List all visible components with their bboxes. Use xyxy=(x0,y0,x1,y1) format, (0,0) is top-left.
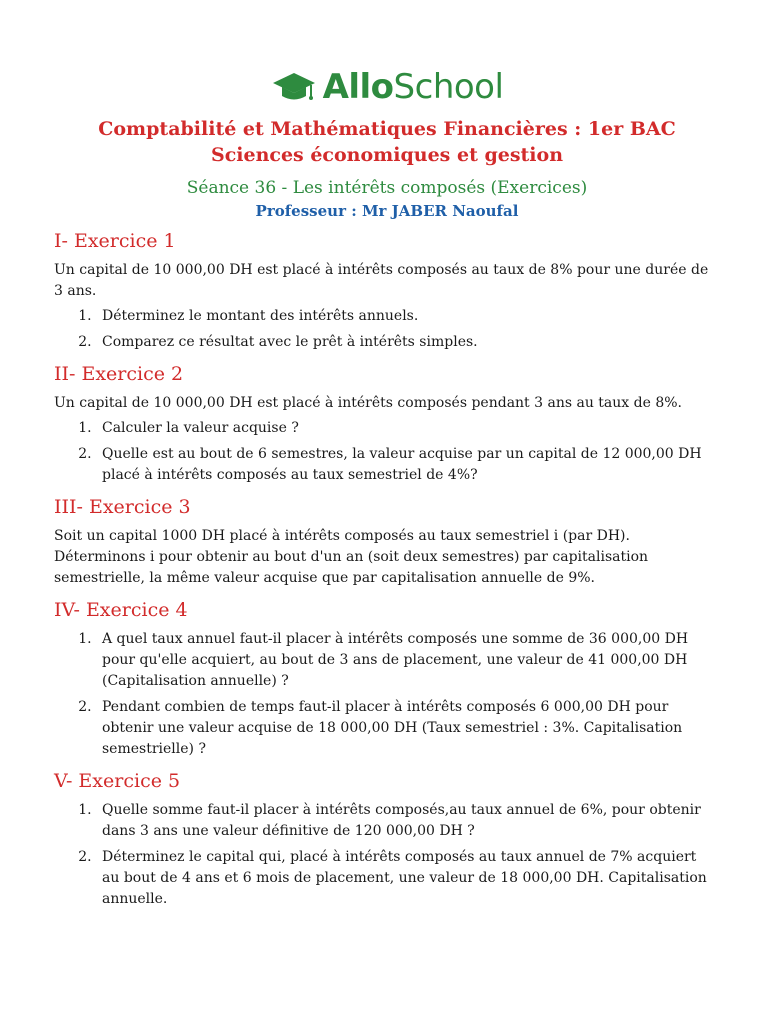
exercise-title: II- Exercice 2 xyxy=(54,363,184,385)
professor-name: Professeur : Mr JABER Naoufal xyxy=(255,202,519,220)
exercise-question: 1. Déterminez le montant des intérêts annuels. xyxy=(96,306,712,327)
exercise-question: 1. Quelle somme faut-il placer à intérêts composés,au taux annuel de 6%, pour obtenir dans 3 ans une valeur définitive de 120 000,00 DH ? xyxy=(96,800,712,842)
exercise-title: V- Exercice 5 xyxy=(54,770,181,792)
exercise-question: 1. Calculer la valeur acquise ? xyxy=(96,418,712,439)
graduation-cap-icon xyxy=(271,69,317,105)
exercise-question: 2. Déterminez le capital qui, placé à intérêts composés au taux annuel de 7% acquiert au bout de 4 ans et 6 mois de placement, une valeur de 18 000,00 DH. Capitalisation annuelle. xyxy=(96,847,712,910)
exercise-question-list xyxy=(62,800,712,910)
exercise-question-list xyxy=(62,306,712,353)
exercise-question-list xyxy=(62,418,712,486)
exercise-question: 2. Pendant combien de temps faut-il placer à intérêts composés 6 000,00 DH pour obtenir une valeur acquise de 18 000,00 DH (Taux semestriel : 3%. Capitalisation semestrielle) ? xyxy=(96,697,712,760)
exercise-title: III- Exercice 3 xyxy=(54,496,191,518)
exercise-question: 2. Comparez ce résultat avec le prêt à intérêts simples. xyxy=(96,332,712,353)
exercise-question: 2. Quelle est au bout de 6 semestres, la valeur acquise par un capital de 12 000,00 DH placé à intérêts composés au taux semestriel de 4%? xyxy=(96,444,712,486)
exercise-sections xyxy=(54,230,712,910)
exercise-question: 1. A quel taux annuel faut-il placer à intérêts composés une somme de 36 000,00 DH pour qu'elle acquiert, au bout de 3 ans de placement, une valeur de 41 000,00 DH (Capitalisation annuelle) ? xyxy=(96,629,712,692)
exercise-question-list xyxy=(62,629,712,760)
logo-text: AlloSchool xyxy=(322,67,504,107)
exercise-intro: Un capital de 10 000,00 DH est placé à intérêts composés au taux de 8% pour une durée de 3 ans. xyxy=(54,262,709,299)
exercise-intro: Un capital de 10 000,00 DH est placé à intérêts composés pendant 3 ans au taux de 8%. xyxy=(54,395,682,411)
document-title: Comptabilité et Mathématiques Financières : 1er BAC Sciences économiques et gestion xyxy=(98,118,676,166)
exercise-title: IV- Exercice 4 xyxy=(54,599,188,621)
exercise-title: I- Exercice 1 xyxy=(54,230,176,252)
seance-title: Séance 36 - Les intérêts composés (Exercices) xyxy=(186,178,588,198)
document-page xyxy=(54,62,712,915)
exercise-intro: Soit un capital 1000 DH placé à intérêts composés au taux semestriel i (par DH). Déterminons i pour obtenir au bout d'un an (soit deux semestres) par capitalisation semestrielle, la même valeur acquise que par capitalisation annuelle de 9%. xyxy=(54,528,649,586)
alloschool-logo[interactable] xyxy=(62,62,712,112)
